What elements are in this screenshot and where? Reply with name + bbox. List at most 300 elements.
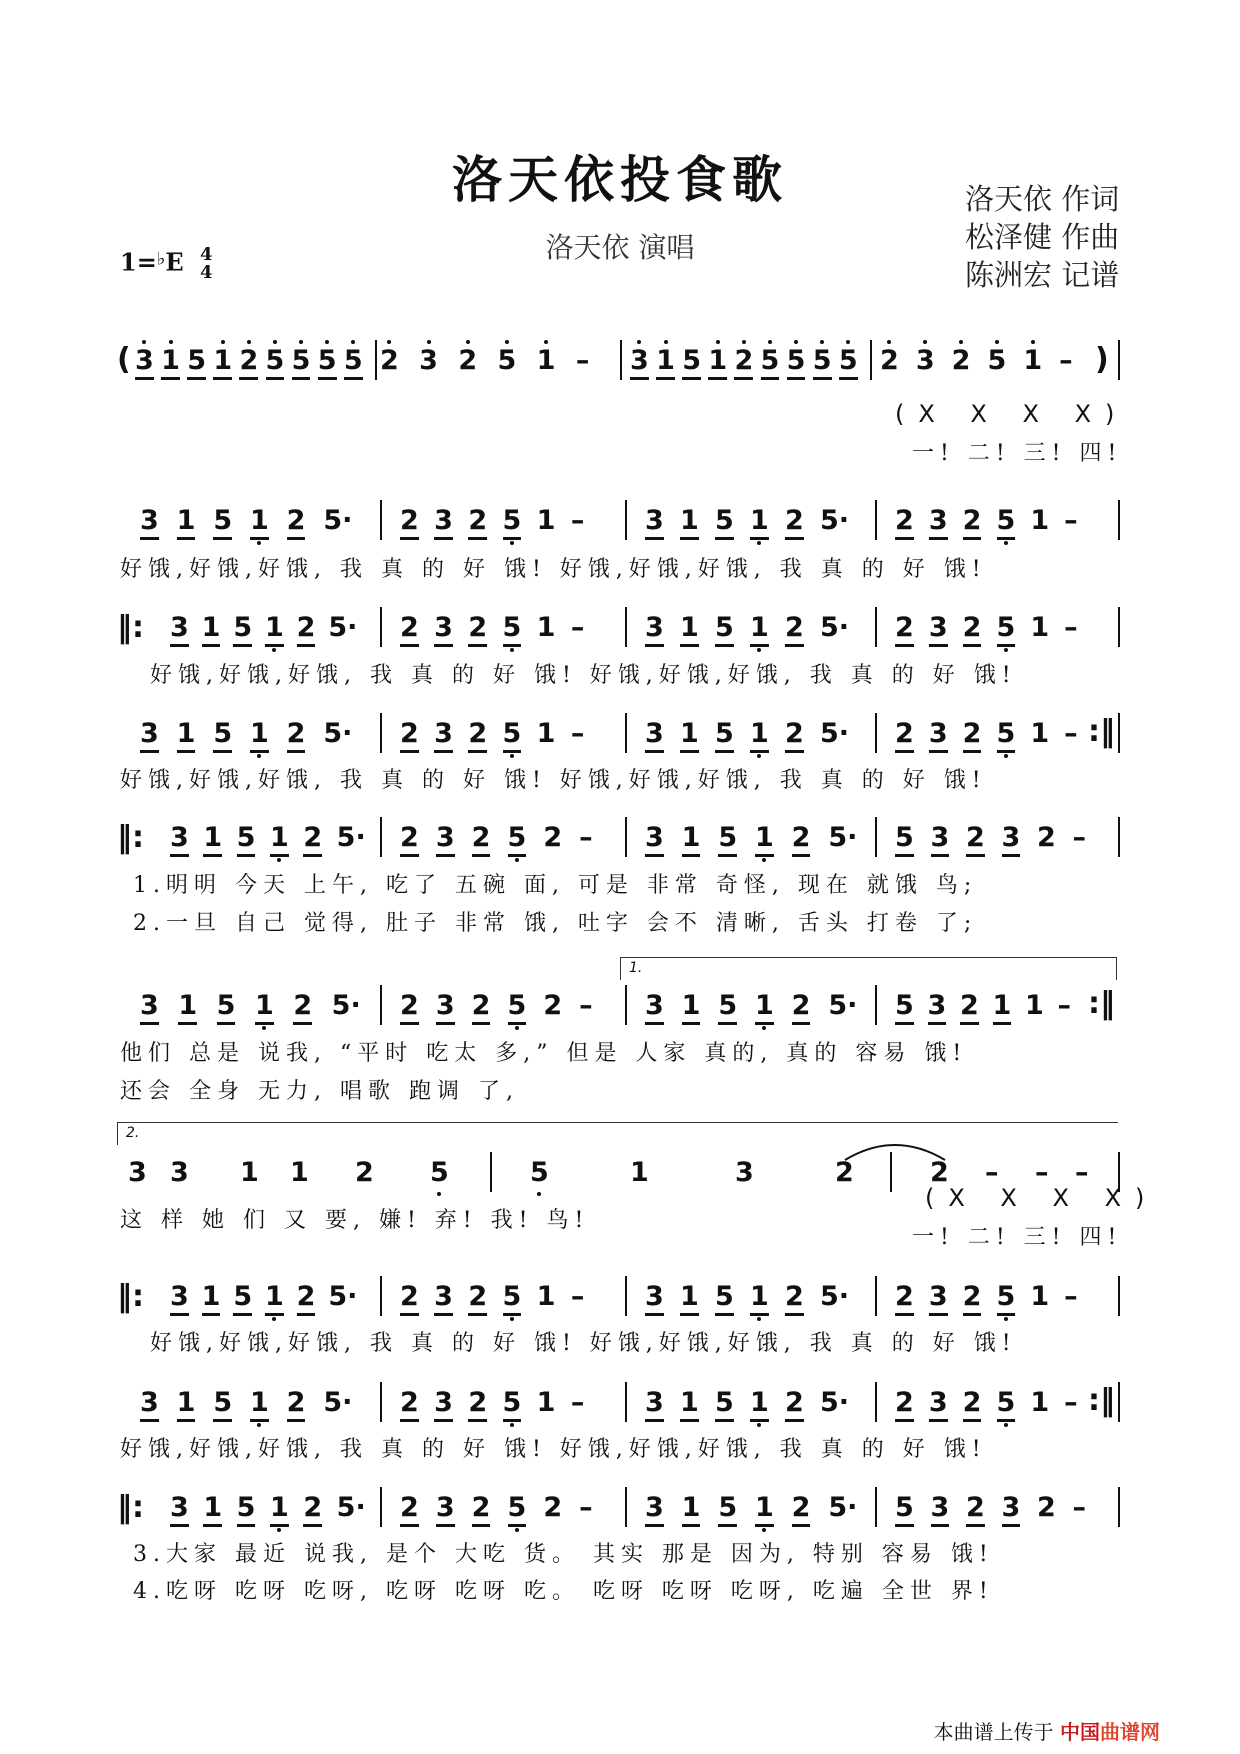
- note: 2: [400, 1387, 419, 1422]
- note: 2: [930, 1157, 949, 1188]
- note: 3: [434, 718, 453, 753]
- credits: [965, 180, 1119, 294]
- note: 2: [792, 990, 811, 1025]
- note: 2: [785, 1281, 804, 1316]
- note: –: [570, 718, 585, 749]
- transcriber-credit: 陈洲宏 记谱: [965, 258, 1120, 292]
- note: 1: [1030, 718, 1050, 749]
- note: 3: [436, 822, 455, 857]
- barline: [380, 713, 382, 753]
- note: 2: [458, 345, 478, 376]
- note: 2: [287, 718, 306, 753]
- composer-credit: 松泽健 作曲: [965, 220, 1120, 254]
- note: 2: [963, 718, 982, 753]
- note: 5: [213, 718, 232, 753]
- note: 5: [997, 718, 1016, 753]
- note: 5: [508, 990, 527, 1025]
- note: 2: [895, 718, 914, 753]
- note: 1: [290, 1157, 309, 1188]
- volta-2: 2.: [117, 1122, 1118, 1145]
- note: 5·: [336, 1492, 366, 1523]
- note: 2: [287, 505, 306, 540]
- note: 1: [1030, 505, 1050, 536]
- note: 2: [785, 612, 804, 647]
- note: 5·: [828, 1492, 858, 1523]
- note: 1: [682, 822, 701, 857]
- lyricist-credit: 洛天依 作词: [965, 182, 1120, 216]
- note: 5: [292, 345, 311, 380]
- note: 2: [303, 1492, 322, 1527]
- note: 5·: [820, 1281, 850, 1312]
- note: 3: [645, 1281, 664, 1316]
- note: –: [579, 1492, 593, 1523]
- note: 2: [468, 1281, 487, 1316]
- note: 2: [835, 1157, 854, 1188]
- note: 2: [400, 990, 419, 1025]
- note: 2: [734, 345, 753, 380]
- repeat-start: ‖:: [117, 1279, 144, 1314]
- barline: [875, 1276, 877, 1316]
- note: 3: [140, 505, 159, 540]
- note: –: [1064, 1281, 1078, 1312]
- note: 1: [755, 990, 774, 1025]
- note: 2: [792, 1492, 811, 1527]
- note: 2: [293, 990, 312, 1025]
- note: –: [570, 1387, 585, 1418]
- note: 1: [682, 990, 701, 1025]
- note: 2: [960, 990, 979, 1025]
- note: 1: [708, 345, 727, 380]
- lyric-line: 好饿,好饿,好饿, 我 真 的 好 饿! 好饿,好饿,好饿, 我 真 的 好 饿!: [120, 768, 987, 793]
- note: 2: [895, 1387, 914, 1422]
- note: 5: [430, 1157, 449, 1188]
- barline: [625, 1276, 627, 1316]
- lyric-line: 他们 总是 说我, “平时 吃太 多,” 但是 人家 真的, 真的 容易 饿!: [120, 1041, 968, 1066]
- barline: [1118, 1487, 1120, 1527]
- note: 1: [213, 345, 232, 380]
- note: 5: [503, 1281, 522, 1316]
- note: 5: [237, 1492, 256, 1527]
- note: 5: [508, 822, 527, 857]
- note: 1: [177, 505, 196, 540]
- paren: (: [117, 342, 131, 377]
- note: 1: [265, 1281, 284, 1316]
- note: 2: [472, 822, 491, 857]
- note: 5·: [331, 990, 361, 1021]
- note: 1: [1023, 345, 1043, 376]
- note: 2: [472, 1492, 491, 1527]
- note: 3: [1002, 1492, 1021, 1527]
- barline: [625, 713, 627, 753]
- note: 2: [543, 990, 563, 1021]
- note: 1: [680, 1387, 699, 1422]
- note: 3: [434, 1387, 453, 1422]
- note: 3: [630, 345, 649, 380]
- note: 1: [656, 345, 675, 380]
- barline: [1118, 500, 1120, 540]
- note: 1: [536, 1281, 556, 1312]
- note: 2: [355, 1157, 374, 1188]
- note: 2: [951, 345, 971, 376]
- barline: [875, 985, 877, 1025]
- note: 1: [536, 505, 556, 536]
- note: 5·: [828, 822, 858, 853]
- note: 5: [987, 345, 1007, 376]
- note: 2: [966, 1492, 985, 1527]
- note: 5: [895, 822, 914, 857]
- note: 2: [963, 505, 982, 540]
- note: 5·: [820, 718, 850, 749]
- note: –: [1057, 990, 1071, 1021]
- note: 3: [170, 612, 189, 647]
- note: 3: [434, 1281, 453, 1316]
- barline: [625, 1487, 627, 1527]
- note: 2: [785, 1387, 804, 1422]
- note: 2: [239, 345, 258, 380]
- note: 3: [434, 505, 453, 540]
- note: 1: [177, 718, 196, 753]
- note: 5: [997, 612, 1016, 647]
- note: 1: [1025, 990, 1044, 1021]
- note: 2: [963, 1387, 982, 1422]
- note: 1: [536, 718, 556, 749]
- repeat-end: :‖: [1088, 714, 1115, 749]
- note: 2: [468, 612, 487, 647]
- note: 3: [645, 505, 664, 540]
- lyric-line: 好饿,好饿,好饿, 我 真 的 好 饿! 好饿,好饿,好饿, 我 真 的 好 饿!: [120, 557, 987, 582]
- note: 5: [715, 612, 734, 647]
- note: –: [570, 1281, 585, 1312]
- note: 5: [997, 1281, 1016, 1316]
- song-title: 洛天依投食歌: [452, 150, 788, 209]
- note: 3: [140, 718, 159, 753]
- note: 3: [140, 1387, 159, 1422]
- note: 2: [543, 822, 563, 853]
- lyric-line: 好饿,好饿,好饿, 我 真 的 好 饿! 好饿,好饿,好饿, 我 真 的 好 饿!: [150, 663, 1017, 688]
- note: 2: [963, 612, 982, 647]
- note: 2: [966, 822, 985, 857]
- note: –: [579, 990, 593, 1021]
- site-logo: 中国: [1060, 1720, 1100, 1744]
- note: 3: [1002, 822, 1021, 857]
- note: –: [1059, 345, 1073, 376]
- barline: [1118, 1382, 1120, 1422]
- note: 3: [929, 1387, 948, 1422]
- lyric-line: 1.明明 今天 上午, 吃了 五碗 面, 可是 非常 奇怪, 现在 就饿 鸟;: [133, 873, 978, 898]
- barline: [875, 1382, 877, 1422]
- note: 5: [213, 1387, 232, 1422]
- count-in-words: 一! 二! 三! 四!: [912, 1225, 1123, 1250]
- note: –: [1072, 1492, 1086, 1523]
- note: 2: [297, 1281, 316, 1316]
- note: 3: [931, 822, 950, 857]
- note: 3: [140, 990, 159, 1025]
- barline: [1118, 607, 1120, 647]
- note: 3: [170, 822, 189, 857]
- note: 2: [400, 718, 419, 753]
- note: 5·: [820, 612, 850, 643]
- note: 3: [645, 1492, 664, 1527]
- note: 3: [929, 505, 948, 540]
- note: 5: [497, 345, 517, 376]
- note: 2: [963, 1281, 982, 1316]
- lyric-line: 4.吃呀 吃呀 吃呀, 吃呀 吃呀 吃。 吃呀 吃呀 吃呀, 吃遍 全世 界!: [133, 1579, 994, 1604]
- note: 5: [715, 1281, 734, 1316]
- note: 5·: [328, 612, 358, 643]
- note: 1: [270, 822, 289, 857]
- lyric-line: 好饿,好饿,好饿, 我 真 的 好 饿! 好饿,好饿,好饿, 我 真 的 好 饿!: [150, 1331, 1017, 1356]
- note: –: [1064, 1387, 1078, 1418]
- repeat-end: :‖: [1088, 986, 1115, 1021]
- note: 5: [503, 505, 522, 540]
- note: 2: [400, 612, 419, 647]
- barline: [870, 340, 872, 380]
- note: –: [579, 822, 593, 853]
- note: 5: [503, 612, 522, 647]
- note: 2: [287, 1387, 306, 1422]
- note: 1: [1030, 612, 1050, 643]
- barline: [625, 1382, 627, 1422]
- note: 3: [436, 990, 455, 1025]
- note: –: [1064, 718, 1078, 749]
- note: 1: [250, 718, 269, 753]
- note: 5: [503, 718, 522, 753]
- barline: [375, 340, 377, 380]
- repeat-start: ‖:: [117, 820, 144, 855]
- note: 3: [915, 345, 935, 376]
- note: 5: [715, 1387, 734, 1422]
- note: 3: [419, 345, 438, 376]
- key-signature: 1=♭E 4 4: [120, 244, 213, 283]
- note: 1: [1030, 1387, 1050, 1418]
- note: 1: [993, 990, 1012, 1025]
- note: 1: [630, 1157, 649, 1188]
- barline: [625, 817, 627, 857]
- note: 1: [202, 612, 221, 647]
- note: 2: [792, 822, 811, 857]
- note: 5: [237, 822, 256, 857]
- note: 5·: [336, 822, 366, 853]
- note: 5·: [323, 718, 353, 749]
- note: 1: [750, 718, 769, 753]
- barline: [380, 985, 382, 1025]
- footer: 本曲谱上传于 中国曲谱网: [933, 1720, 1160, 1744]
- barline: [620, 340, 622, 380]
- note: 2: [297, 612, 316, 647]
- barline: [625, 607, 627, 647]
- barline: [380, 817, 382, 857]
- note: 5: [213, 505, 232, 540]
- note: 1: [750, 612, 769, 647]
- note: 1: [755, 1492, 774, 1527]
- note: 3: [929, 1281, 948, 1316]
- note: 5·: [323, 1387, 353, 1418]
- note: 2: [400, 505, 419, 540]
- note: 1: [203, 822, 222, 857]
- note: 3: [929, 612, 948, 647]
- lyric-line: 还会 全身 无力, 唱歌 跑调 了,: [120, 1079, 519, 1104]
- note: 3: [170, 1157, 189, 1188]
- note: 2: [895, 505, 914, 540]
- note: 1: [755, 822, 774, 857]
- singer-credit: 洛天依 演唱: [545, 231, 695, 264]
- note: –: [985, 1157, 999, 1188]
- note: 3: [931, 1492, 950, 1527]
- note: 3: [128, 1157, 147, 1188]
- note: 5: [682, 345, 701, 380]
- note: 1: [250, 1387, 269, 1422]
- note: 5: [718, 990, 737, 1025]
- note: 2: [1037, 1492, 1056, 1523]
- note: –: [1064, 505, 1078, 536]
- note: 5: [895, 1492, 914, 1527]
- note: 5: [997, 505, 1016, 540]
- note: 2: [472, 990, 491, 1025]
- barline: [380, 1276, 382, 1316]
- note: 2: [400, 822, 419, 857]
- note: 5·: [328, 1281, 358, 1312]
- barline: [1118, 340, 1120, 380]
- note: 1: [1030, 1281, 1050, 1312]
- note: –: [1075, 1157, 1089, 1188]
- barline: [1118, 817, 1120, 857]
- note: 2: [380, 345, 399, 376]
- barline: [380, 607, 382, 647]
- note: 1: [203, 1492, 222, 1527]
- note: 2: [895, 1281, 914, 1316]
- note: 2: [468, 718, 487, 753]
- lyric-line: 2.一旦 自己 觉得, 肚子 非常 饿, 吐字 会不 清晰, 舌头 打卷 了;: [133, 911, 978, 936]
- note: 3: [170, 1281, 189, 1316]
- note: 3: [929, 718, 948, 753]
- note: 5: [839, 345, 858, 380]
- note: –: [1064, 612, 1078, 643]
- note: 1: [250, 505, 269, 540]
- barline: [875, 817, 877, 857]
- note: 1: [240, 1157, 259, 1188]
- note: 5: [715, 505, 734, 540]
- count-in-cue: (X X X X): [925, 1184, 1159, 1212]
- note: 5·: [323, 505, 353, 536]
- lyric-line: 3.大家 最近 说我, 是个 大吃 货。 其实 那是 因为, 特别 容易 饿!: [133, 1542, 994, 1567]
- paren: ): [1095, 342, 1109, 377]
- barline: [875, 1487, 877, 1527]
- note: 1: [177, 1387, 196, 1422]
- note: 3: [645, 1387, 664, 1422]
- note: 1: [202, 1281, 221, 1316]
- barline: [490, 1152, 492, 1192]
- barline: [625, 500, 627, 540]
- note: 3: [645, 990, 664, 1025]
- note: 3: [928, 990, 947, 1025]
- volta-1: 1.: [620, 957, 1117, 980]
- time-signature: 4 4: [199, 244, 213, 283]
- note: 5: [344, 345, 363, 380]
- note: 5: [266, 345, 285, 380]
- note: 1: [680, 612, 699, 647]
- note: 3: [135, 345, 154, 380]
- note: 1: [265, 612, 284, 647]
- note: 1: [255, 990, 274, 1025]
- note: 2: [1037, 822, 1056, 853]
- note: 3: [645, 612, 664, 647]
- note: –: [1072, 822, 1086, 853]
- note: 3: [170, 1492, 189, 1527]
- note: 3: [735, 1157, 754, 1188]
- note: 5: [997, 1387, 1016, 1422]
- repeat-start: ‖:: [117, 610, 144, 645]
- note: 5·: [820, 505, 850, 536]
- note: 2: [785, 718, 804, 753]
- note: 3: [434, 612, 453, 647]
- note: –: [570, 612, 585, 643]
- note: 5·: [820, 1387, 850, 1418]
- note: –: [575, 345, 590, 376]
- note: 2: [400, 1492, 419, 1527]
- note: 1: [536, 1387, 556, 1418]
- note: 1: [682, 1492, 701, 1527]
- barline: [875, 500, 877, 540]
- note: 2: [895, 612, 914, 647]
- note: 1: [750, 505, 769, 540]
- note: 1: [680, 505, 699, 540]
- note: 2: [785, 505, 804, 540]
- barline: [1118, 1276, 1120, 1316]
- note: 1: [178, 990, 197, 1025]
- note: 5: [233, 612, 252, 647]
- repeat-end: :‖: [1088, 1383, 1115, 1418]
- count-in-words: 一! 二! 三! 四!: [912, 441, 1123, 466]
- note: 1: [536, 345, 556, 376]
- note: 5: [715, 718, 734, 753]
- note: 1: [161, 345, 180, 380]
- note: 5: [318, 345, 337, 380]
- note: 1: [680, 718, 699, 753]
- barline: [380, 1487, 382, 1527]
- barline: [875, 607, 877, 647]
- barline: [625, 985, 627, 1025]
- note: 5: [217, 990, 236, 1025]
- note: 5: [895, 990, 914, 1025]
- barline: [380, 500, 382, 540]
- note: 5: [187, 345, 206, 380]
- lyric-line: 好饿,好饿,好饿, 我 真 的 好 饿! 好饿,好饿,好饿, 我 真 的 好 饿!: [120, 1437, 987, 1462]
- lyric-line: 这 样 她 们 又 要, 嫌! 弃! 我! 鸟!: [120, 1208, 590, 1233]
- note: 5: [813, 345, 832, 380]
- note: 1: [750, 1281, 769, 1316]
- count-in-cue: (X X X X): [895, 400, 1129, 428]
- barline: [1118, 713, 1120, 753]
- note: 2: [468, 1387, 487, 1422]
- note: 2: [303, 822, 322, 857]
- note: –: [570, 505, 585, 536]
- note: 5·: [828, 990, 858, 1021]
- note: 5: [718, 1492, 737, 1527]
- note: 1: [536, 612, 556, 643]
- note: 5: [503, 1387, 522, 1422]
- repeat-start: ‖:: [117, 1490, 144, 1525]
- barline: [380, 1382, 382, 1422]
- note: –: [1035, 1157, 1049, 1188]
- note: 2: [468, 505, 487, 540]
- note: 5: [761, 345, 780, 380]
- note: 3: [645, 718, 664, 753]
- note: 5: [787, 345, 806, 380]
- note: 2: [400, 1281, 419, 1316]
- note: 5: [508, 1492, 527, 1527]
- note: 5: [233, 1281, 252, 1316]
- note: 1: [270, 1492, 289, 1527]
